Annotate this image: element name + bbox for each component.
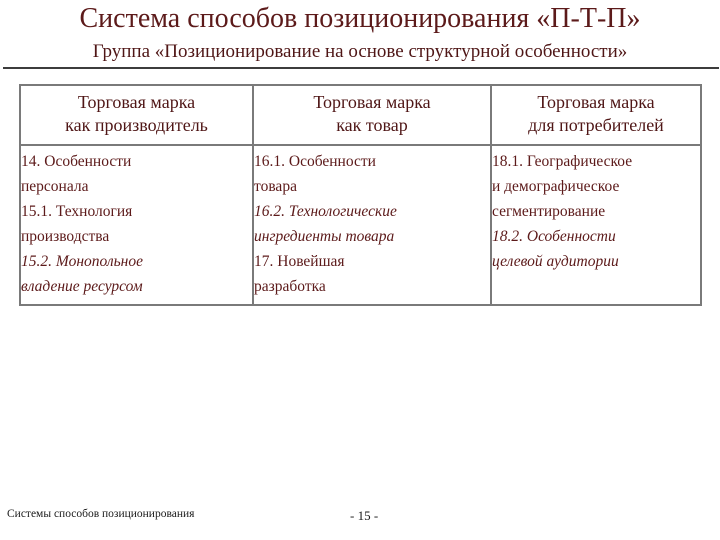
cell-manufacturer bbox=[20, 145, 253, 305]
item-line: разработка bbox=[254, 278, 326, 295]
positioning-table bbox=[19, 84, 702, 306]
page-title: Система способов позиционирования «П-Т-П» bbox=[79, 3, 641, 34]
item-line-italic: целевой аудитории bbox=[492, 253, 619, 270]
item-line: и демографическое bbox=[492, 178, 620, 195]
item-line-italic: 15.2. Монопольное bbox=[21, 253, 144, 270]
header-line: для потребителей bbox=[528, 115, 664, 135]
item-line: производства bbox=[21, 228, 110, 245]
title-divider bbox=[3, 67, 719, 69]
cell-product bbox=[253, 145, 491, 305]
item-line: 15.1. Технология bbox=[21, 203, 133, 220]
item-line: сегментирование bbox=[492, 203, 606, 220]
page-number: - 15 - bbox=[350, 508, 379, 523]
header-line: Торговая марка bbox=[313, 92, 431, 112]
table-header-row bbox=[20, 85, 701, 145]
item-line: персонала bbox=[21, 178, 89, 195]
header-consumers bbox=[491, 85, 701, 145]
page-subtitle: Группа «Позиционирование на основе структурной особенности» bbox=[92, 41, 628, 62]
item-line-italic: 16.2. Технологические bbox=[254, 203, 397, 220]
item-line: 14. Особенности bbox=[21, 153, 132, 170]
header-line: как товар bbox=[336, 115, 408, 135]
header-line: Торговая марка bbox=[77, 92, 196, 112]
cell-consumers bbox=[491, 145, 701, 305]
item-line-italic: владение ресурсом bbox=[21, 278, 143, 295]
header-line: Торговая марка bbox=[537, 92, 655, 112]
item-line-italic: ингредиенты товара bbox=[254, 228, 395, 245]
item-line: 16.1. Особенности bbox=[254, 153, 376, 170]
table-body-row bbox=[20, 145, 701, 305]
footer-caption: Системы способов позиционирования bbox=[7, 508, 195, 520]
item-line: товара bbox=[254, 178, 297, 195]
item-line-italic: 18.2. Особенности bbox=[492, 228, 616, 245]
header-product bbox=[253, 85, 491, 145]
item-line: 17. Новейшая bbox=[254, 253, 345, 270]
header-manufacturer bbox=[20, 85, 253, 145]
header-line: как производитель bbox=[65, 115, 208, 135]
item-line: 18.1. Географическое bbox=[492, 153, 633, 170]
